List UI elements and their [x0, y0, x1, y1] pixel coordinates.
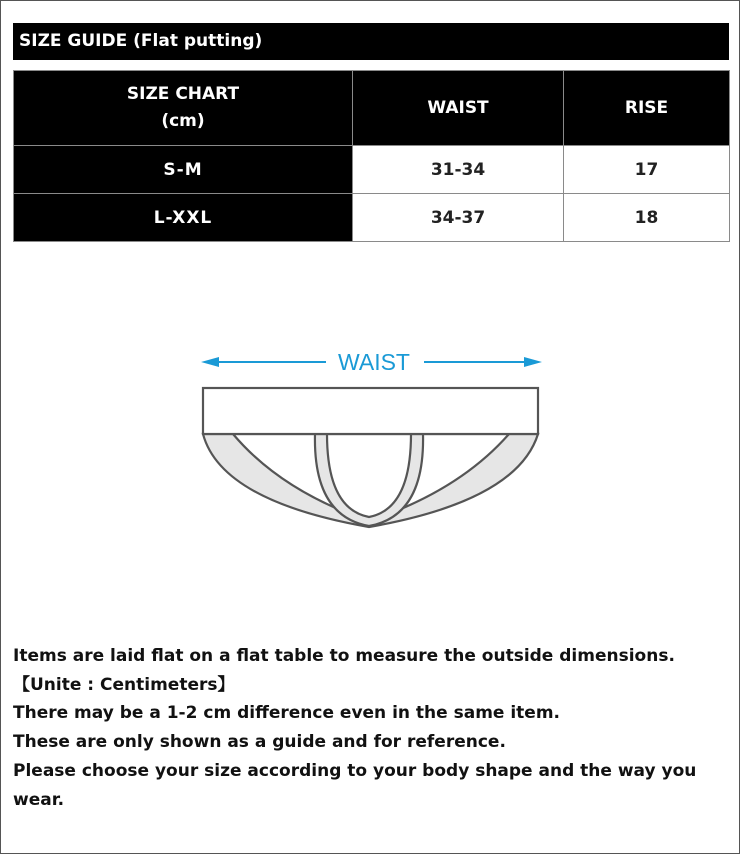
rise-value: 17: [564, 146, 730, 194]
note-line: These are only shown as a guide and for reference.: [13, 732, 506, 753]
note-line: Items are laid flat on a flat table to measure the outside dimensions.: [13, 646, 675, 666]
size-chart-header: [14, 71, 353, 146]
size-chart-table: [13, 70, 730, 242]
note-line: 【Unite : Centimeters】: [13, 674, 235, 695]
size-notes: [13, 642, 729, 814]
brief-measurement-illustration: [191, 341, 551, 541]
waist-value: 31-34: [353, 146, 564, 194]
size-chart-header-line2: (cm): [161, 111, 205, 131]
size-label: S-M: [14, 146, 353, 194]
size-chart-header-row: [14, 71, 730, 146]
table-row: [14, 146, 730, 194]
note-line: There may be a 1-2 cm difference even in the same item.: [13, 703, 561, 724]
waist-value: 34-37: [353, 194, 564, 242]
brief-drawing: [203, 388, 538, 527]
waist-header: WAIST: [353, 71, 564, 146]
rise-header: RISE: [564, 71, 730, 146]
size-guide-title: SIZE GUIDE (Flat putting): [13, 23, 729, 60]
table-row: [14, 194, 730, 242]
size-chart-header-line1: SIZE CHART: [126, 84, 240, 104]
waist-label: WAIST: [338, 349, 410, 375]
size-label: L-XXL: [14, 194, 353, 242]
rise-value: 18: [564, 194, 730, 242]
note-line: Please choose your size according to your body shape and the way you wear.: [13, 760, 697, 810]
